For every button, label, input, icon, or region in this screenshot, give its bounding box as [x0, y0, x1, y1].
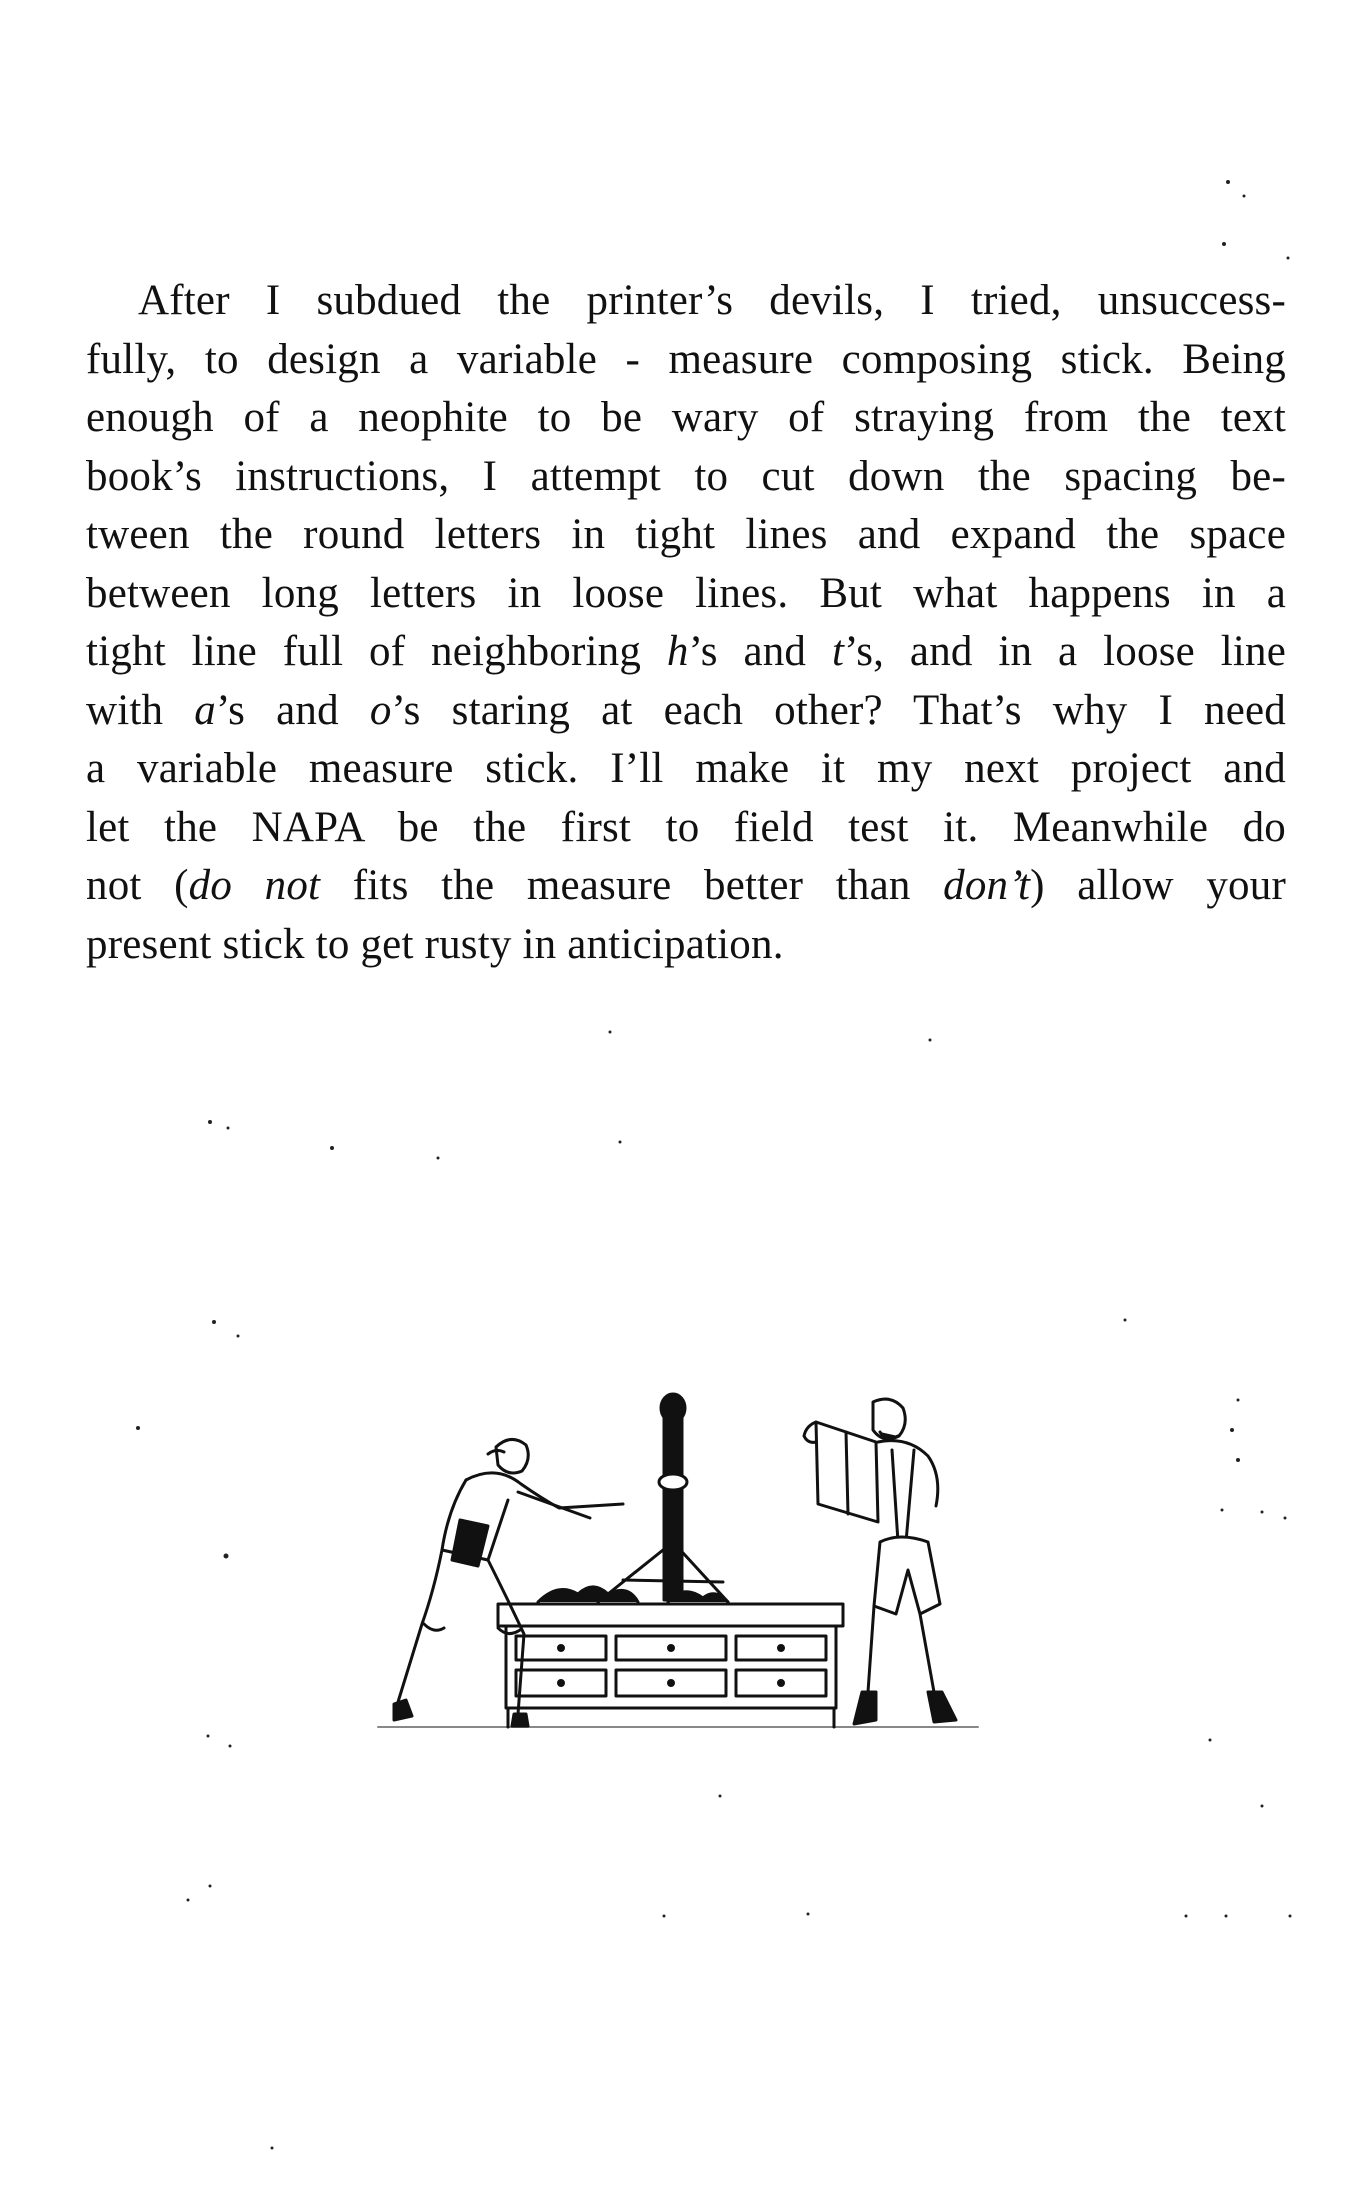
- text-line-3: enough of a neophite to be wary of straying from the text: [86, 394, 1286, 441]
- text-line-7-italic-1: h: [666, 628, 689, 675]
- text-line-7-post: ’s, and in a loose line: [844, 628, 1286, 675]
- printers-at-press-engraving-icon: [368, 1392, 988, 1752]
- body-paragraph: [86, 272, 1286, 974]
- text-line-6: between long letters in loose lines. But what happens in a: [86, 569, 1286, 617]
- text-line-11-pre: not (: [86, 862, 189, 909]
- text-line-4: book’s instructions, I attempt to cut down the spacing be-: [86, 452, 1286, 500]
- text-line-11-italic-1: do not: [188, 862, 321, 909]
- text-line-11-post: ) allow your: [1030, 862, 1286, 909]
- text-line-11-mid: fits the measure better than: [320, 862, 944, 909]
- text-line-1: After I subdued the printer’s devils, I tried, unsuccess-: [138, 277, 1286, 324]
- text-line-8-post: ’s staring at each other? That’s why I need: [391, 686, 1286, 734]
- text-line-8-pre: with: [86, 686, 195, 734]
- text-line-10: let the NAPA be the first to field test it. Meanwhile do: [86, 803, 1286, 851]
- text-line-5: tween the round letters in tight lines and expand the space: [86, 511, 1286, 558]
- text-line-8-italic-2: o: [369, 686, 392, 734]
- text-line-12: present stick to get rusty in anticipation.: [86, 920, 784, 968]
- text-line-8: [86, 682, 1286, 741]
- text-line-8-mid: ’s and: [215, 686, 370, 734]
- text-line-7-italic-2: t: [831, 628, 845, 675]
- text-line-7-pre: tight line full of neighboring: [86, 628, 667, 675]
- text-line-8-italic-1: a: [194, 686, 216, 734]
- text-line-11-italic-2: don’t: [943, 862, 1031, 909]
- text-line-11: [86, 857, 1286, 916]
- text-line-2: fully, to design a variable - measure composing stick. Being: [86, 335, 1286, 383]
- text-line-7-mid: ’s and: [688, 628, 832, 675]
- text-line-9: a variable measure stick. I’ll make it my next project and: [86, 745, 1286, 792]
- text-line-7: [86, 623, 1286, 682]
